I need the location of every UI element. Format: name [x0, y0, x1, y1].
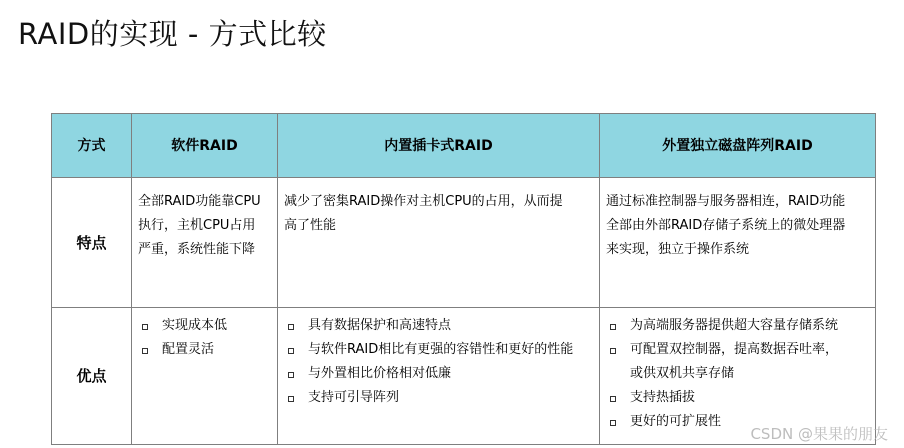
watermark: CSDN @果果的朋友 [750, 425, 888, 443]
comparison-table [51, 113, 876, 445]
list-item [284, 386, 593, 410]
bullet-list [606, 314, 869, 434]
list-item [138, 338, 271, 362]
cell-features-software [132, 178, 278, 308]
text-line: 来实现，独立于操作系统 [606, 242, 750, 257]
table-header-row [52, 114, 876, 178]
list-item-text: 或供双机共享存储 [630, 366, 735, 381]
hollow-square-bullet-icon [288, 324, 294, 330]
hollow-square-bullet-icon [288, 396, 294, 402]
header-software-raid: 软件RAID [132, 114, 278, 178]
header-card-raid: 内置插卡式RAID [278, 114, 600, 178]
hollow-square-bullet-icon [288, 372, 294, 378]
hollow-square-bullet-icon [610, 396, 616, 402]
list-item [284, 362, 593, 386]
header-method: 方式 [52, 114, 132, 178]
list-item [138, 314, 271, 338]
list-item [606, 338, 869, 386]
list-item [284, 338, 593, 362]
list-item [606, 386, 869, 410]
list-item-text: 与软件RAID相比有更强的容错性和更好的性能 [308, 342, 574, 357]
hollow-square-bullet-icon [142, 348, 148, 354]
hollow-square-bullet-icon [610, 348, 616, 354]
list-item-text: 支持热插拔 [630, 390, 696, 405]
page-title: RAID的实现 - 方式比较 [18, 17, 327, 51]
list-item-text: 支持可引导阵列 [308, 390, 400, 405]
hollow-square-bullet-icon [142, 324, 148, 330]
text-line: 严重，系统性能下降 [138, 242, 256, 257]
cell-features-external [600, 178, 876, 308]
list-item-text: 与外置相比价格相对低廉 [308, 366, 452, 381]
text-line: 减少了密集RAID操作对主机CPU的占用，从而提 [284, 194, 563, 209]
list-item-text: 可配置双控制器，提高数据吞吐率， [630, 342, 839, 357]
bullet-list [138, 314, 271, 362]
cell-advantages-software [132, 308, 278, 445]
hollow-square-bullet-icon [288, 348, 294, 354]
hollow-square-bullet-icon [610, 324, 616, 330]
list-item-text: 更好的可扩展性 [630, 414, 722, 429]
bullet-list [284, 314, 593, 410]
list-item-text: 具有数据保护和高速特点 [308, 318, 452, 333]
header-external-raid: 外置独立磁盘阵列RAID [600, 114, 876, 178]
table-row-features [52, 178, 876, 308]
row-label-advantages: 优点 [52, 308, 132, 445]
cell-features-card [278, 178, 600, 308]
text-line: 全部由外部RAID存储子系统上的微处理器 [606, 218, 846, 233]
row-label-features: 特点 [52, 178, 132, 308]
list-item-text: 实现成本低 [162, 318, 228, 333]
text-line: 高了性能 [284, 218, 337, 233]
text-line: 通过标准控制器与服务器相连，RAID功能 [606, 194, 846, 209]
list-item-text: 为高端服务器提供超大容量存储系统 [630, 318, 839, 333]
hollow-square-bullet-icon [610, 420, 616, 426]
list-item [606, 314, 869, 338]
text-line: 全部RAID功能靠CPU [138, 194, 261, 209]
cell-advantages-card [278, 308, 600, 445]
list-item-text: 配置灵活 [162, 342, 215, 357]
list-item [284, 314, 593, 338]
text-line: 执行，主机CPU占用 [138, 218, 256, 233]
